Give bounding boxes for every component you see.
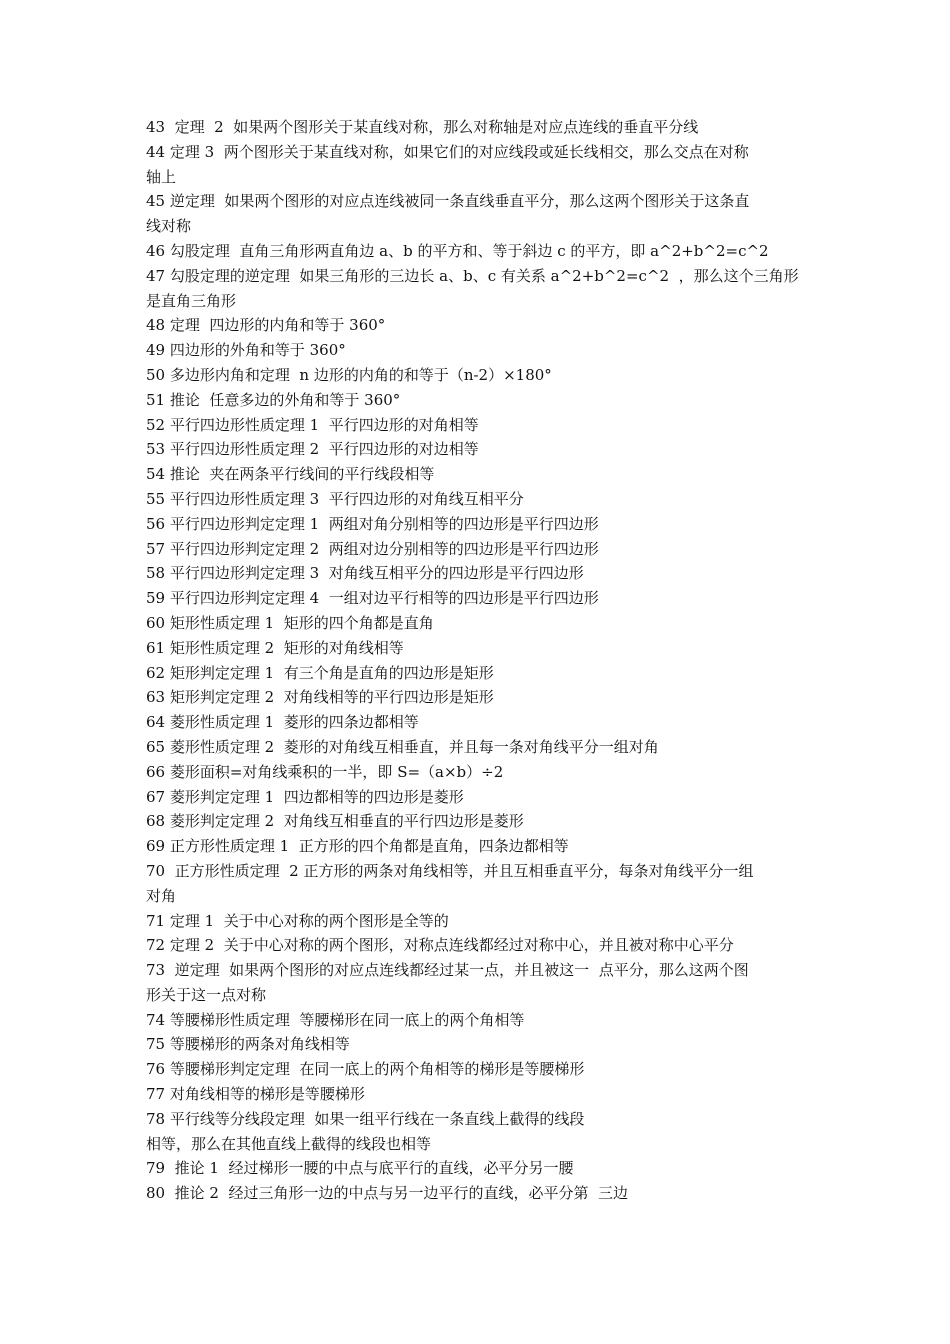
text-line: 70 正方形性质定理 2 正方形的两条对角线相等，并且互相垂直平分，每条对角线平分一组 (146, 861, 754, 880)
text-line: 46 勾股定理 直角三角形两直角边 a、b 的平方和、等于斜边 c 的平方，即 a^2+b^2=c^2 (146, 241, 769, 260)
text-line: 相等，那么在其他直线上截得的线段也相等 (146, 1134, 432, 1153)
text-line: 58 平行四边形判定定理 3 对角线互相平分的四边形是平行四边形 (146, 564, 584, 583)
text-line: 49 四边形的外角和等于 360° (146, 341, 346, 360)
text-line: 45 逆定理 如果两个图形的对应点连线被同一条直线垂直平分，那么这两个图形关于这条直 (146, 192, 750, 211)
text-line: 68 菱形判定定理 2 对角线互相垂直的平行四边形是菱形 (146, 812, 524, 831)
text-line: 53 平行四边形性质定理 2 平行四边形的对边相等 (146, 440, 479, 459)
text-line: 56 平行四边形判定定理 1 两组对角分别相等的四边形是平行四边形 (146, 514, 599, 533)
text-line: 57 平行四边形判定定理 2 两组对边分别相等的四边形是平行四边形 (146, 539, 599, 558)
text-line: 79 推论 1 经过梯形一腰的中点与底平行的直线，必平分另一腰 (146, 1159, 574, 1178)
text-line: 55 平行四边形性质定理 3 平行四边形的对角线互相平分 (146, 489, 524, 508)
text-line: 43 定理 2 如果两个图形关于某直线对称，那么对称轴是对应点连线的垂直平分线 (146, 118, 699, 136)
text-line: 66 菱形面积=对角线乘积的一半，即 S=（a×b）÷2 (146, 762, 504, 781)
text-line: 47 勾股定理的逆定理 如果三角形的三边长 a、b、c 有关系 a^2+b^2=c^2 ，那么这个三角形 (146, 266, 799, 285)
text-line: 72 定理 2 关于中心对称的两个图形，对称点连线都经过对称中心，并且被对称中心平分 (146, 936, 734, 955)
text-line: 44 定理 3 两个图形关于某直线对称，如果它们的对应线段或延长线相交，那么交点在对称 (146, 142, 749, 161)
text-line: 78 平行线等分线段定理 如果一组平行线在一条直线上截得的线段 (146, 1109, 585, 1128)
text-line: 形关于这一点对称 (146, 985, 267, 1004)
text-line: 67 菱形判定定理 1 四边都相等的四边形是菱形 (146, 787, 464, 806)
text-line: 50 多边形内角和定理 n 边形的内角的和等于（n-2）×180° (146, 365, 552, 384)
text-line: 63 矩形判定定理 2 对角线相等的平行四边形是矩形 (146, 688, 494, 707)
text-line: 76 等腰梯形判定定理 在同一底上的两个角相等的梯形是等腰梯形 (146, 1060, 585, 1079)
text-line: 48 定理 四边形的内角和等于 360° (146, 316, 386, 335)
text-line: 62 矩形判定定理 1 有三个角是直角的四边形是矩形 (146, 663, 494, 682)
document-body (146, 115, 814, 1206)
text-line: 74 等腰梯形性质定理 等腰梯形在同一底上的两个角相等 (146, 1010, 525, 1029)
text-line: 69 正方形性质定理 1 正方形的四个角都是直角，四条边都相等 (146, 837, 569, 856)
text-line: 是直角三角形 (146, 291, 237, 310)
text-line: 54 推论 夹在两条平行线间的平行线段相等 (146, 465, 435, 484)
text-line: 75 等腰梯形的两条对角线相等 (146, 1035, 350, 1054)
text-line: 对角 (146, 886, 177, 905)
text-line: 77 对角线相等的梯形是等腰梯形 (146, 1085, 365, 1104)
text-line: 60 矩形性质定理 1 矩形的四个角都是直角 (146, 613, 434, 632)
text-line: 52 平行四边形性质定理 1 平行四边形的对角相等 (146, 415, 479, 434)
text-line: 轴上 (146, 167, 177, 186)
text-line: 73 逆定理 如果两个图形的对应点连线都经过某一点，并且被这一 点平分，那么这两个图 (146, 961, 749, 980)
text-line: 65 菱形性质定理 2 菱形的对角线互相垂直，并且每一条对角线平分一组对角 (146, 737, 659, 756)
text-line: 59 平行四边形判定定理 4 一组对边平行相等的四边形是平行四边形 (146, 589, 599, 608)
text-line: 61 矩形性质定理 2 矩形的对角线相等 (146, 638, 404, 657)
text-line: 80 推论 2 经过三角形一边的中点与另一边平行的直线，必平分第 三边 (146, 1184, 629, 1203)
text-line: 64 菱形性质定理 1 菱形的四条边都相等 (146, 713, 419, 732)
text-line: 71 定理 1 关于中心对称的两个图形是全等的 (146, 911, 449, 930)
text-line: 51 推论 任意多边的外角和等于 360° (146, 390, 401, 409)
text-line: 线对称 (146, 217, 192, 236)
